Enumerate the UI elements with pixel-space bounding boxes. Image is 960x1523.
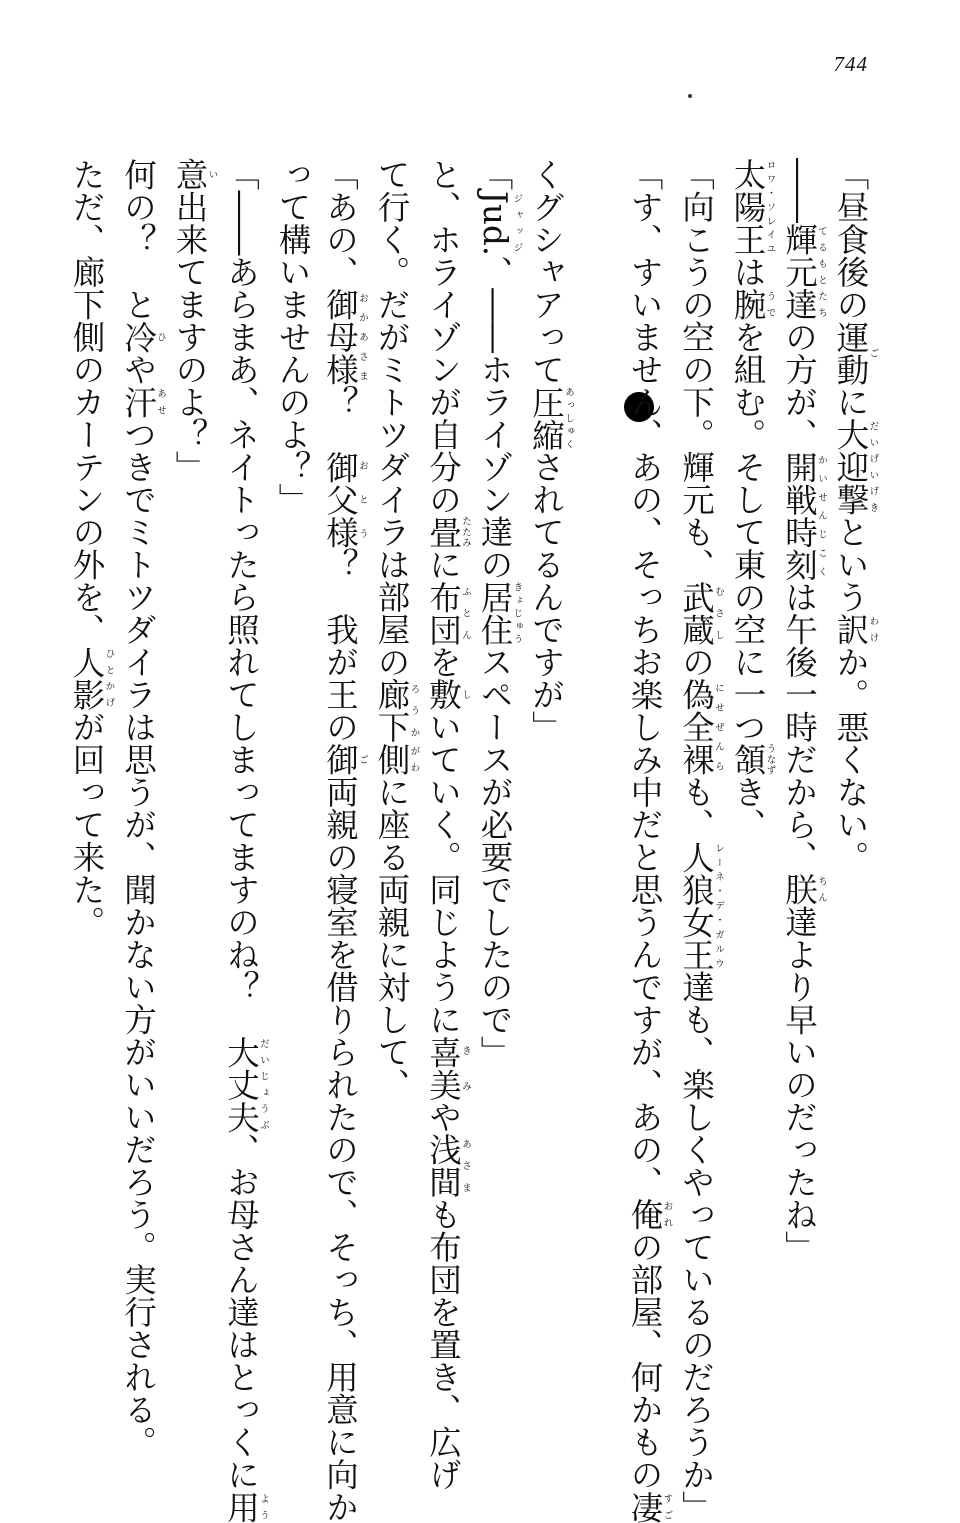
text-line: くグシャアって圧縮あっしゅくされてるんですが」 xyxy=(527,158,574,743)
text-line: って構いませんのよ？」 xyxy=(274,158,312,516)
text-line: 何の？ と冷ひや汗あせつきでミトツダイラは思うが、聞かない方がいいだろう。実行される。 xyxy=(119,158,166,1458)
text-line: 意い出来てますのよ？」 xyxy=(171,158,218,483)
text-line: ――輝元達てるもとたちの方が、開戦時刻かいせんじこくは午後一時だから、朕ちん達より早いのだったね」 xyxy=(780,158,827,1263)
text-line: と、ホライゾンが自分の畳たたみに布団ふとんを敷しいていく。同じように喜美きみや浅間あさまも布団を置き、広げ xyxy=(424,158,471,1491)
text-line: て行く。だがミトツダイラは部屋の廊下ろうか側がわに座る両親に対して、 xyxy=(373,158,420,1101)
text-line: 「あの、御母様おかあさま？ 御父様おとう？ 我が王の御ご両親の寝室を借りられたので、そっち、用意に向か xyxy=(321,158,368,1523)
text-line: 太陽王ロワ・ソレイユは腕うでを組む。そして東の空に一つ頷うなずき、 xyxy=(729,158,776,841)
text-line: 「Jud.ジャッジ、――ホライゾン達の居住きょじゅうスペースが必要でしたので」 xyxy=(476,158,523,1069)
text-line: ただ、廊下側のカーテンの外を、人影ひとかげが回って来た。 xyxy=(68,158,115,938)
ink-speck xyxy=(688,94,692,98)
body-text xyxy=(68,158,879,1523)
text-line: 「す、すいません、あの、そっちお楽しみ中だと思うんですが、あの、俺おれの部屋、何かもの凄すご xyxy=(626,158,673,1523)
text-line: 「向こうの空の下。輝元も、武蔵むさしの偽全裸にせぜんらも、人狼女王レーネ・デ・ガルウ達も、楽しくやっているのだろうか」 xyxy=(677,158,724,1523)
text-line: 「昼食後の運動ごに大迎撃だいげいげきという訳わけか。悪くない。 xyxy=(832,158,879,873)
text-line: 「――あらまあ、ネイトったら照れてしまってますのね？ 大丈夫だいじょうぶ、お母さん達はとっくに用よう xyxy=(222,158,269,1523)
page-number: 744 xyxy=(833,52,868,76)
